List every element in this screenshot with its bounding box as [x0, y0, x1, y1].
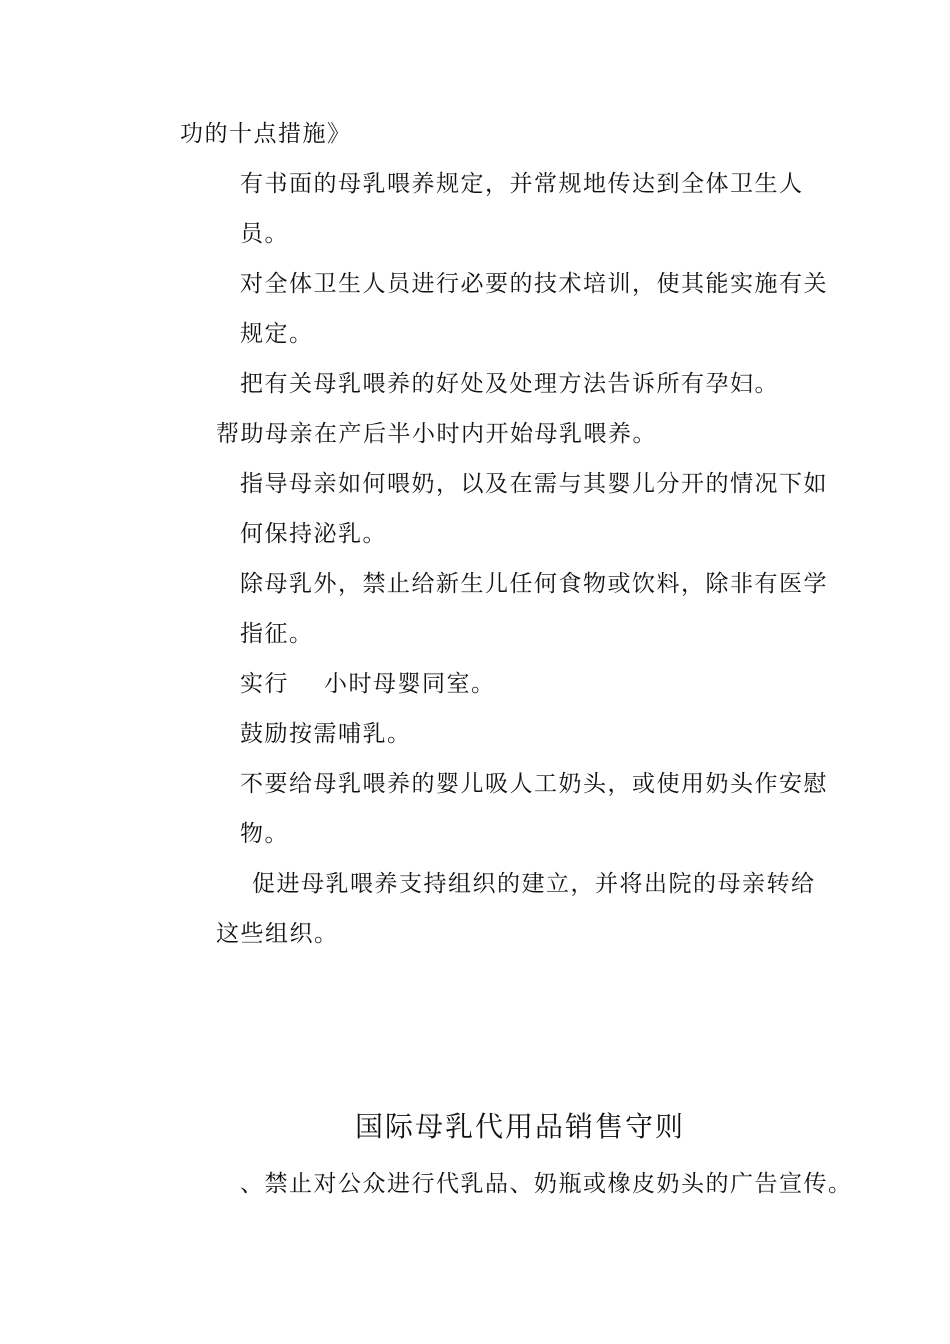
text-line: 把有关母乳喂养的好处及处理方法告诉所有孕妇。: [240, 371, 779, 397]
text-line: 何保持泌乳。: [240, 521, 387, 547]
section-title: 国际母乳代用品销售守则: [355, 1110, 686, 1143]
text-line: 员。: [240, 221, 289, 247]
text-line: 对全体卫生人员进行必要的技术培训，使其能实施有关: [240, 271, 828, 297]
text-line: 促进母乳喂养支持组织的建立，并将出院的母亲转给: [252, 871, 816, 897]
text-line: 这些组织。: [216, 921, 339, 947]
text-line: 规定。: [240, 321, 314, 347]
text-line: 实行: [240, 671, 289, 697]
text-line: 功的十点措施》: [180, 121, 352, 147]
text-line: 帮助母亲在产后半小时内开始母乳喂养。: [216, 421, 657, 447]
text-line: 有书面的母乳喂养规定，并常规地传达到全体卫生人: [240, 171, 804, 197]
text-line: 不要给母乳喂养的婴儿吸人工奶头，或使用奶头作安慰: [240, 771, 828, 797]
text-line: 、禁止对公众进行代乳品、奶瓶或橡皮奶头的广告宣传。: [240, 1171, 853, 1197]
text-line: 指导母亲如何喂奶，以及在需与其婴儿分开的情况下如: [240, 471, 828, 497]
text-line: 小时母婴同室。: [324, 671, 496, 697]
text-line: 鼓励按需哺乳。: [240, 721, 412, 747]
text-line: 除母乳外，禁止给新生儿任何食物或饮料，除非有医学: [240, 571, 828, 597]
text-line: 指征。: [240, 621, 314, 647]
text-line: 物。: [240, 821, 289, 847]
